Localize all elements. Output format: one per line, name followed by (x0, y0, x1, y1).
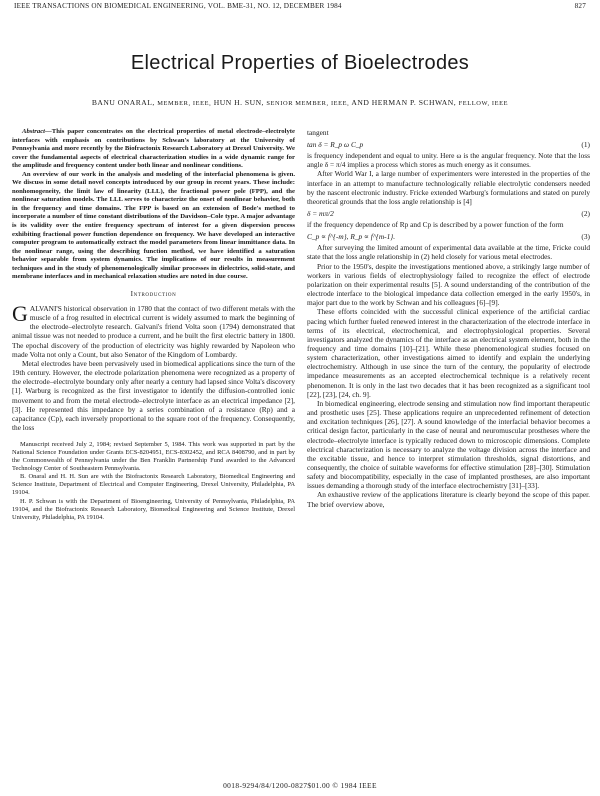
equation-3 (307, 229, 590, 243)
footnote: Manuscript received July 2, 1984; revised September 5, 1984. This work was supported in part by the National Science Foundation under Grants ECS-8204951, ECS-8302452, and RCA 8408790, and in part by the Commonwealth of Pennsylvania under the Ben Franklin Partnership Fund awarded to the Advanced Technology Center of Southeastern Pennsylvania. (12, 441, 295, 473)
intro-paragraph: Metal electrodes have been pervasively used in biomedical applications since the turn of the 19th century. However, the electrode polarization phenomena were recognized as a property of the electrode–electrolyte boundary only after nearly a century had lapsed since Volta's discovery [1]. Warburg is recognized as the first investigator to identify the diffusion-controlled ionic movement to and from the metal electrode–electrolyte interface as an electrical impedance [2], [3]. He represented this impedance by a series combination of a resistance (Rp) and a capacitance (Cp), each inversely proportional to the square root of the frequency. Consequently, the loss (12, 358, 295, 433)
body-paragraph: After surveying the limited amount of experimental data available at the time, Fricke could state that the loss angle relationship in (2) held closely for various metal electrodes. (307, 243, 590, 262)
body-paragraph: Prior to the 1950's, despite the investigations mentioned above, a strikingly large number of workers in various fields of electrophysiology failed to recognize the effect of electrode polarization on their experimental results [5]. A sound understanding of the contribution of the electrode interface to the biological impedance data collection emerged in the early 1950's, in major part due to the work by Schwan and his colleagues [6]–[9]. (307, 261, 590, 308)
section-heading: Introduction (130, 289, 177, 298)
author-name: AND HERMAN P. SCHWAN, (351, 98, 457, 107)
author-affiliation: MEMBER, IEEE, (157, 100, 212, 107)
author-name: HUN H. SUN, (213, 98, 264, 107)
author-affiliation: FELLOW, IEEE (458, 100, 509, 107)
abstract-label: Abstract (22, 128, 46, 135)
body-paragraph: An exhaustive review of the applications literature is clearly beyond the scope of this paper. The brief overview above, (307, 490, 590, 509)
running-head (14, 2, 586, 14)
body-paragraph: if the frequency dependence of Rp and Cp is described by a power function of the form (307, 220, 564, 230)
author-name: BANU ONARAL, (91, 98, 155, 107)
author-line (10, 98, 590, 107)
equation-body: δ = mπ/2 (307, 209, 334, 219)
equation-number: (3) (581, 232, 590, 242)
equation-number: (2) (581, 209, 590, 219)
equation-body: tan δ = R_p ω C_p (307, 140, 364, 150)
equation-1 (307, 137, 590, 151)
abstract (12, 128, 295, 282)
body-paragraph: These efforts coincided with the successful clinical experience of the artificial cardiac pacing which further fueled renewed interest in the characterization of the electrode interface in terms of its electrical, electrochemical, and electrophysiological properties. Several investigators analyzed the dynamics of the interface as an electrical system element, both in the frequency and time domains [10]–[21]. While these phenomenological studies focused on system characterization, other investigations aimed to identify and explain the underlying electrochemistry. Although in use since the turn of the century, the popularity of electrode impedance measurements as an accepted electrochemical technique is a relatively recent phenomenon. It is only in the last two decades that it has been recognized as a significant tool [22], [23], [24, ch. 9]. (307, 307, 590, 399)
right-column (307, 128, 590, 509)
continued-text: tangent (307, 128, 329, 137)
footnote: B. Onaral and H. H. Sun are with the Biofractonix Research Laboratory, Biomedical Engineering and Science Institute, Department of Electrical and Computer Engineering, Drexel University, Philadelphia, PA 19104. (12, 473, 295, 497)
body-paragraph: In biomedical engineering, electrode sensing and stimulation now find important therapeutic and prosthetic uses [25]. These applications require an unprecedented refinement of detection and excitation techniques [26], [27]. A sound knowledge of the interfacial behavior becomes a critical design factor, particularly in the case of neural and neuromuscular prostheses where the electrode–electrolyte interface is typically reduced down to microscopic dimensions. Complete electrical characterization is necessary to analyze the voltage division across the interface and the excitable tissue, and hence to interpret stimulation thresholds, signal distortions, and consequently, the choice of suitable waveforms for effective stimulation [28]–[30]. Stimulation safety and biocompatibility, especially in the case of implanted prostheses, are also important issues demanding a thorough study of the interface electrochemistry [31]–[33]. (307, 398, 590, 491)
footnote: H. P. Schwan is with the Department of Bioengineering, University of Pennsylvania, Philadelphia, PA 19104, and the Biofractonix Research Laboratory, Biomedical Engineering and Science Institute, Drexel University, Philadelphia, PA 19104. (12, 497, 295, 521)
author-affiliation: SENIOR MEMBER, IEEE, (266, 100, 350, 107)
intro-paragraph (12, 301, 295, 359)
equation-number: (1) (581, 140, 590, 150)
footnotes (12, 441, 295, 521)
abstract-paragraph (12, 128, 295, 171)
page-number: 827 (574, 2, 586, 10)
paper-title: Electrical Properties of Bioelectrodes (130, 52, 470, 74)
body-paragraph: is frequency independent and equal to unity. Here ω is the angular frequency. Note that the loss angle δ = π/4 implies a process which stores as much energy as it consumes. (307, 151, 590, 170)
left-column (12, 128, 295, 522)
copyright-footer: 0018-9294/84/1200-0827$01.00 © 1984 IEEE (223, 781, 377, 790)
equation-body: C_p ∝ f^{-m}, R_p ∝ f^{m-1}. (307, 232, 396, 242)
drop-cap: G (12, 301, 28, 326)
intro-text: ALVANI'S historical observation in 1780 that the contact of two different metals with the muscle of a frog resulted in electrical current is widely assumed to mark the beginning of the electrode–electrolyte research. Galvani's friend Volta soon (1794) demonstrated that animal tissue was not needed to produce a current, and he built the first electric battery in 1800. The epochal discovery of the production of electricity was highly rewarded by Napoleon who made Volta not only a Count, but also Senator of the Kingdom of Lombardy. (12, 304, 295, 359)
abstract-paragraph: An overview of our work in the analysis and modeling of the interfacial phenomena is given. We discuss in some detail novel concepts introduced by our group in recent years. These include: nonhomogeneity, the limit law of linearity (LLL), the fractional power pole (FPP), and the nonlinear saturation models. The LLL serves to characterize the onset of nonlinear behavior, both in the frequency and time domains. The FPP is based on an extension of Bode's method to incorporate a number of time constant distributions of the Davidson–Cole type. A major advantage is its validity over the entire frequency spectrum of interest for a given dispersion process exhibiting fractional power function dependence on frequency. We have developed an interactive computer program to automatically extract the model parameters from linear immittance data. In the nonlinear range, using the describing function method, we have identified a saturation behavior separable from system dynamics. The implications of our results in measurement techniques and in the study of phenomenologically similar processes in dielectrics, solid-state, and membrane interfaces and in mechanical relaxation studies are noted in due course. (12, 170, 295, 281)
equation-2 (307, 206, 590, 220)
abstract-text: —This paper concentrates on the electrical properties of metal electrode–electrolyte interfaces with emphasis on contributions by Schwan's laboratory at the University of Pennsylvania and more recently by the Biofractonix Research Laboratory at Drexel University. We cover the fundamental aspects of electrical characterization studies in a wide dynamic range for the amplitude and frequency content under both linear and nonlinear conditions. (12, 128, 295, 170)
journal-citation: IEEE TRANSACTIONS ON BIOMEDICAL ENGINEERING, VOL. BME-31, NO. 12, DECEMBER 1984 (14, 2, 342, 10)
body-paragraph: After World War I, a large number of experimenters were interested in the properties of the interface in an attempt to manufacture technologically reliable electrolytic condensers needed by the nascent electronic industry. Fricke extended Warburg's formulations and stated on purely theoretical grounds that the loss angle relationship is [4] (307, 169, 590, 206)
